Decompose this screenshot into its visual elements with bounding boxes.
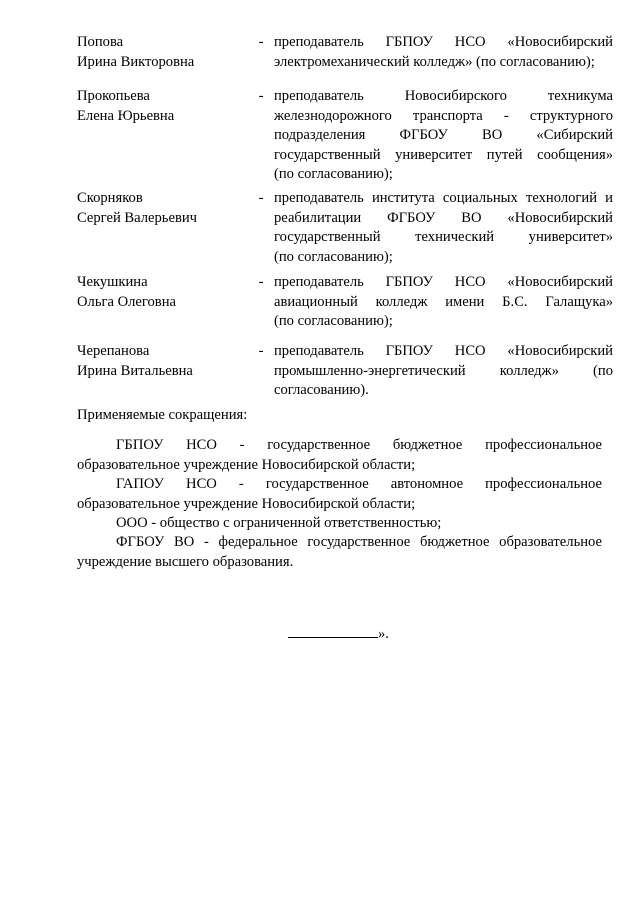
separator-dash: - [258, 34, 264, 50]
abbreviation-item [77, 514, 602, 534]
member-position [274, 189, 613, 267]
member-position [274, 273, 613, 332]
separator-dash: - [258, 190, 264, 206]
member-given-names: Ирина Витальевна [77, 362, 193, 379]
member-name [77, 273, 257, 312]
abbreviation-item [77, 436, 602, 475]
position-line: государственный технический университет» [274, 229, 613, 245]
separator-dash: - [258, 88, 264, 104]
position-line: реабилитации ФГБОУ ВО «Новосибирский [274, 209, 613, 226]
position-line: преподаватель института социальных технологий и [274, 190, 613, 206]
member-surname: Черепанова [77, 343, 150, 359]
member-name [77, 342, 257, 381]
member-position [274, 87, 613, 185]
member-position [274, 342, 613, 401]
position-line: промышленно-энергетический колледж» (по [274, 362, 613, 379]
abbreviations-heading: Применяемые сокращения: [77, 407, 248, 423]
member-name [77, 33, 257, 72]
blank-underline [288, 623, 378, 638]
member-surname: Попова [77, 34, 124, 50]
position-line: подразделения ФГБОУ ВО «Сибирский [274, 127, 613, 143]
position-line: согласованию). [274, 382, 369, 398]
member-position [274, 33, 613, 72]
member-given-names: Ирина Викторовна [77, 53, 195, 70]
position-line: преподаватель ГБПОУ НСО «Новосибирский [274, 274, 613, 290]
abbreviation-line: ООО - общество с ограниченной ответственностью; [116, 515, 442, 531]
member-surname: Скорняков [77, 190, 143, 206]
separator-dash: - [258, 343, 264, 359]
abbreviation-line: учреждение высшего образования. [77, 553, 294, 570]
abbreviation-line: образовательное учреждение Новосибирской области; [77, 495, 416, 512]
position-line: (по согласованию); [274, 313, 393, 329]
abbreviation-line: ФГБОУ ВО - федеральное государственное бюджетное образовательное [116, 534, 602, 550]
position-line: (по согласованию); [274, 248, 393, 265]
member-given-names: Елена Юрьевна [77, 107, 175, 124]
position-line: (по согласованию); [274, 166, 393, 182]
abbreviation-line: ГБПОУ НСО - государственное бюджетное профессиональное [116, 437, 602, 453]
member-given-names: Ольга Олеговна [77, 293, 176, 310]
position-line: железнодорожного транспорта - структурного [274, 107, 613, 124]
member-surname: Прокопьева [77, 88, 150, 104]
position-line: преподаватель ГБПОУ НСО «Новосибирский [274, 34, 613, 50]
abbreviation-line: образовательное учреждение Новосибирской области; [77, 456, 416, 473]
closing-quote: ». [378, 626, 389, 642]
abbreviation-item [77, 533, 602, 572]
position-line: авиационный колледж имени Б.С. Галащука» [274, 293, 613, 310]
position-line: преподаватель Новосибирского техникума [274, 88, 613, 104]
member-given-names: Сергей Валерьевич [77, 209, 197, 226]
member-name [77, 189, 257, 228]
member-surname: Чекушкина [77, 274, 148, 290]
separator-dash: - [258, 274, 264, 290]
abbreviation-line: ГАПОУ НСО - государственное автономное профессиональное [116, 476, 602, 492]
position-line: государственный университет путей сообщения» [274, 146, 613, 163]
abbreviation-item [77, 475, 602, 514]
position-line: преподаватель ГБПОУ НСО «Новосибирский [274, 343, 613, 359]
signature-blank [288, 623, 389, 645]
member-name [77, 87, 257, 126]
position-line: электромеханический колледж» (по согласованию); [274, 53, 595, 70]
